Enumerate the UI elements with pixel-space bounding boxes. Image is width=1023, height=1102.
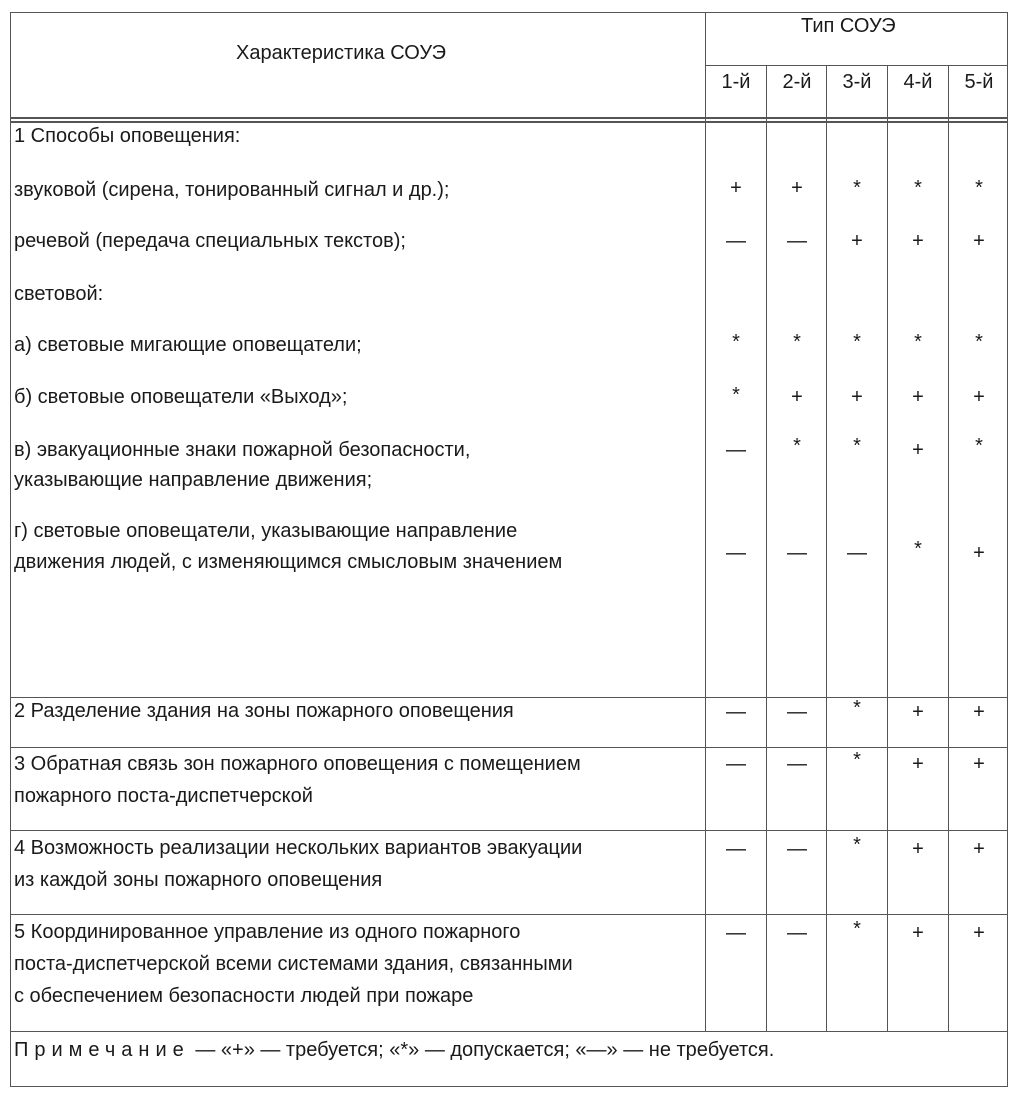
row-mark: * — [914, 538, 922, 560]
row-mark: + — [973, 230, 985, 252]
row-mark: * — [975, 177, 983, 199]
row-mark: — — [787, 701, 807, 723]
characteristic-header: Характеристика СОУЭ — [236, 42, 446, 64]
row-mark: + — [791, 177, 803, 199]
row-mark: + — [973, 542, 985, 564]
row-mark: — — [726, 838, 746, 860]
row-mark: — — [787, 838, 807, 860]
row-mark: * — [853, 697, 861, 719]
row-mark: — — [787, 542, 807, 564]
row-mark: + — [973, 701, 985, 723]
row-mark: * — [853, 435, 861, 457]
row-divider — [10, 914, 1008, 915]
note-text: — «+» — требуется; «*» — допускается; «—» — не требуется. — [195, 1039, 775, 1061]
row-mark: — — [726, 439, 746, 461]
row-text: а) световые мигающие оповещатели; — [14, 334, 362, 356]
row-text: пожарного поста-диспетчерской — [14, 785, 313, 807]
row-mark: * — [793, 331, 801, 353]
type-label: 3-й — [842, 71, 872, 93]
row-mark: + — [730, 177, 742, 199]
row-mark: + — [851, 230, 863, 252]
col-divider — [705, 12, 706, 1031]
row-mark: + — [973, 386, 985, 408]
row-mark: * — [853, 918, 861, 940]
row-text: световой: — [14, 283, 104, 305]
row-divider — [10, 1031, 1008, 1032]
row-mark: + — [912, 386, 924, 408]
row-text: 5 Координированное управление из одного пожарного — [14, 921, 521, 943]
row-text: б) световые оповещатели «Выход»; — [14, 386, 348, 408]
row-mark: * — [732, 384, 740, 406]
row-mark: * — [732, 331, 740, 353]
type-label: 4-й — [903, 71, 933, 93]
type-label: 5-й — [964, 71, 994, 93]
row-mark: + — [912, 439, 924, 461]
header-bottom-rule — [10, 117, 1008, 119]
row-mark: — — [787, 230, 807, 252]
row-mark: + — [973, 838, 985, 860]
row-mark: — — [726, 701, 746, 723]
row-mark: + — [912, 701, 924, 723]
type-label: 1-й — [721, 71, 751, 93]
row-mark: + — [851, 386, 863, 408]
table-note — [14, 1036, 774, 1064]
row-text: 2 Разделение здания на зоны пожарного оповещения — [14, 700, 514, 722]
type-label: 2-й — [782, 71, 812, 93]
row-mark: — — [787, 753, 807, 775]
header-divider — [705, 65, 1008, 66]
row-text: г) световые оповещатели, указывающие направление — [14, 520, 518, 542]
note-label: Примечание — [14, 1039, 190, 1061]
row-mark: + — [912, 753, 924, 775]
type-header: Тип СОУЭ — [801, 15, 896, 37]
row-mark: + — [912, 922, 924, 944]
row-mark: * — [914, 331, 922, 353]
row-mark: — — [787, 922, 807, 944]
row-text: поста-диспетчерской всеми системами здания, связанными — [14, 953, 573, 975]
row-mark: + — [973, 753, 985, 775]
row-mark: * — [793, 435, 801, 457]
row-mark: + — [791, 386, 803, 408]
row-mark: + — [912, 230, 924, 252]
row-mark: + — [912, 838, 924, 860]
row-mark: — — [726, 922, 746, 944]
row-text: 1 Способы оповещения: — [14, 125, 241, 147]
row-text: в) эвакуационные знаки пожарной безопасности, — [14, 439, 471, 461]
row-text: из каждой зоны пожарного оповещения — [14, 869, 383, 891]
row-mark: — — [847, 542, 867, 564]
row-mark: — — [726, 542, 746, 564]
row-text: с обеспечением безопасности людей при пожаре — [14, 985, 474, 1007]
row-text: 3 Обратная связь зон пожарного оповещения с помещением — [14, 753, 581, 775]
row-mark: * — [975, 331, 983, 353]
row-mark: — — [726, 753, 746, 775]
row-text: звуковой (сирена, тонированный сигнал и др.); — [14, 179, 450, 201]
row-mark: — — [726, 230, 746, 252]
row-text: движения людей, с изменяющимся смысловым значением — [14, 551, 563, 573]
row-text: 4 Возможность реализации нескольких вариантов эвакуации — [14, 837, 583, 859]
row-text: указывающие направление движения; — [14, 469, 373, 491]
row-mark: * — [853, 749, 861, 771]
row-text: речевой (передача специальных текстов); — [14, 230, 406, 252]
row-mark: * — [853, 177, 861, 199]
row-mark: * — [853, 834, 861, 856]
row-divider — [10, 830, 1008, 831]
row-mark: * — [975, 435, 983, 457]
row-mark: * — [914, 177, 922, 199]
row-mark: + — [973, 922, 985, 944]
row-mark: * — [853, 331, 861, 353]
